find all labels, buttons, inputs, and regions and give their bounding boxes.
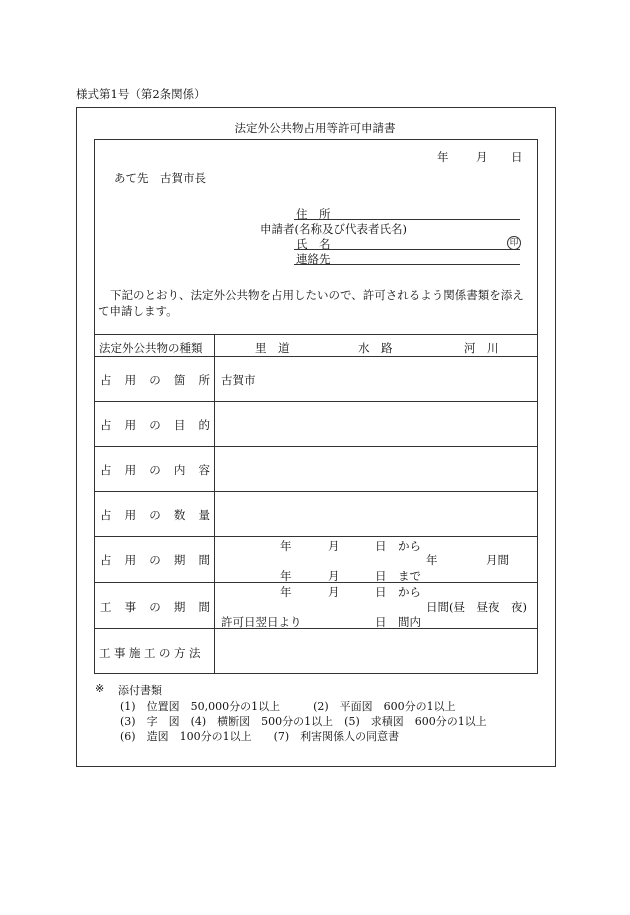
name-underline[interactable] (294, 249, 520, 250)
row-label-location: 占 用 の 箇 所 (100, 373, 210, 387)
table-line (94, 628, 538, 629)
period-to-month[interactable]: 月 (328, 569, 340, 583)
kind-option-road[interactable]: 里 道 (255, 341, 290, 355)
date-month-label: 月 (476, 150, 488, 164)
table-line (94, 401, 538, 402)
period-from-month[interactable]: 月 (328, 539, 340, 553)
row-label-purpose: 占 用 の 目 的 (100, 418, 210, 432)
construction-after-permit: 許可日翌日より (221, 615, 302, 629)
row-label-construction-period: 工 事 の 期 間 (100, 600, 210, 614)
notes-line-2: (3) 字 図 (4) 横断図 500分の1以上 (5) 求積図 600分の1以上 (120, 715, 487, 728)
notes-line-1: (1) 位置図 50,000分の1以上 (2) 平面図 600分の1以上 (120, 700, 456, 713)
notes-heading: 添付書類 (118, 684, 162, 697)
construction-from-suffix: から (398, 585, 421, 599)
period-from-day[interactable]: 日 (375, 539, 387, 553)
row-label-content: 占 用 の 内 容 (100, 463, 210, 477)
addressee: あて先 古賀市長 (114, 171, 206, 185)
period-to-year[interactable]: 年 (280, 569, 292, 583)
method-value[interactable] (221, 645, 531, 661)
table-line (94, 582, 538, 583)
date-day-label: 日 (511, 150, 523, 164)
construction-from-day[interactable]: 日 (375, 585, 387, 599)
applicant-heading: 申請者(名称及び代表者氏名) (260, 222, 407, 236)
period-to-suffix: まで (398, 569, 421, 583)
address-underline[interactable] (294, 219, 520, 220)
form-number-label: 様式第1号（第2条関係） (76, 87, 206, 101)
period-from-year[interactable]: 年 (280, 539, 292, 553)
kind-option-waterway[interactable]: 水 路 (358, 341, 393, 355)
table-line (94, 491, 538, 492)
applicant-name-label: 氏 名 (296, 237, 331, 251)
form-title: 法定外公共物占用等許可申請書 (234, 121, 396, 135)
table-column-divider (214, 334, 215, 674)
row-label-method: 工事施工の方法 (99, 646, 204, 660)
construction-from-month[interactable]: 月 (328, 585, 340, 599)
kind-option-river[interactable]: 河 川 (464, 341, 499, 355)
table-line (94, 536, 538, 537)
construction-from-year[interactable]: 年 (280, 585, 292, 599)
table-line (94, 446, 538, 447)
kind-label: 法定外公共物の種類 (99, 341, 203, 355)
period-from-suffix: から (398, 539, 421, 553)
date-year-label: 年 (437, 150, 449, 164)
intro-text: 下記のとおり、法定外公共物を占用したいので、許可されるよう関係書類を添えて申請します。 (98, 288, 524, 318)
seal-mark: 印 (507, 236, 521, 250)
table-top-line (94, 334, 538, 335)
table-line (94, 356, 538, 357)
applicant-address-label: 住 所 (296, 207, 331, 221)
notes-line-3: (6) 造図 100分の1以上 (7) 利害関係人の同意書 (120, 730, 400, 743)
construction-days[interactable]: 日間(昼 昼夜 夜) (426, 600, 527, 614)
applicant-contact-label: 連絡先 (296, 252, 331, 266)
period-months-label[interactable]: 月間 (486, 553, 509, 567)
construction-within[interactable]: 日 間内 (375, 615, 421, 629)
contact-underline[interactable] (294, 264, 520, 265)
period-to-day[interactable]: 日 (375, 569, 387, 583)
row-label-occupation-period: 占 用 の 期 間 (100, 553, 210, 567)
note-mark: ※ (95, 682, 105, 695)
location-value[interactable]: 古賀市 (221, 373, 256, 387)
row-label-quantity: 占 用 の 数 量 (100, 508, 210, 522)
period-months-year[interactable]: 年 (426, 553, 438, 567)
